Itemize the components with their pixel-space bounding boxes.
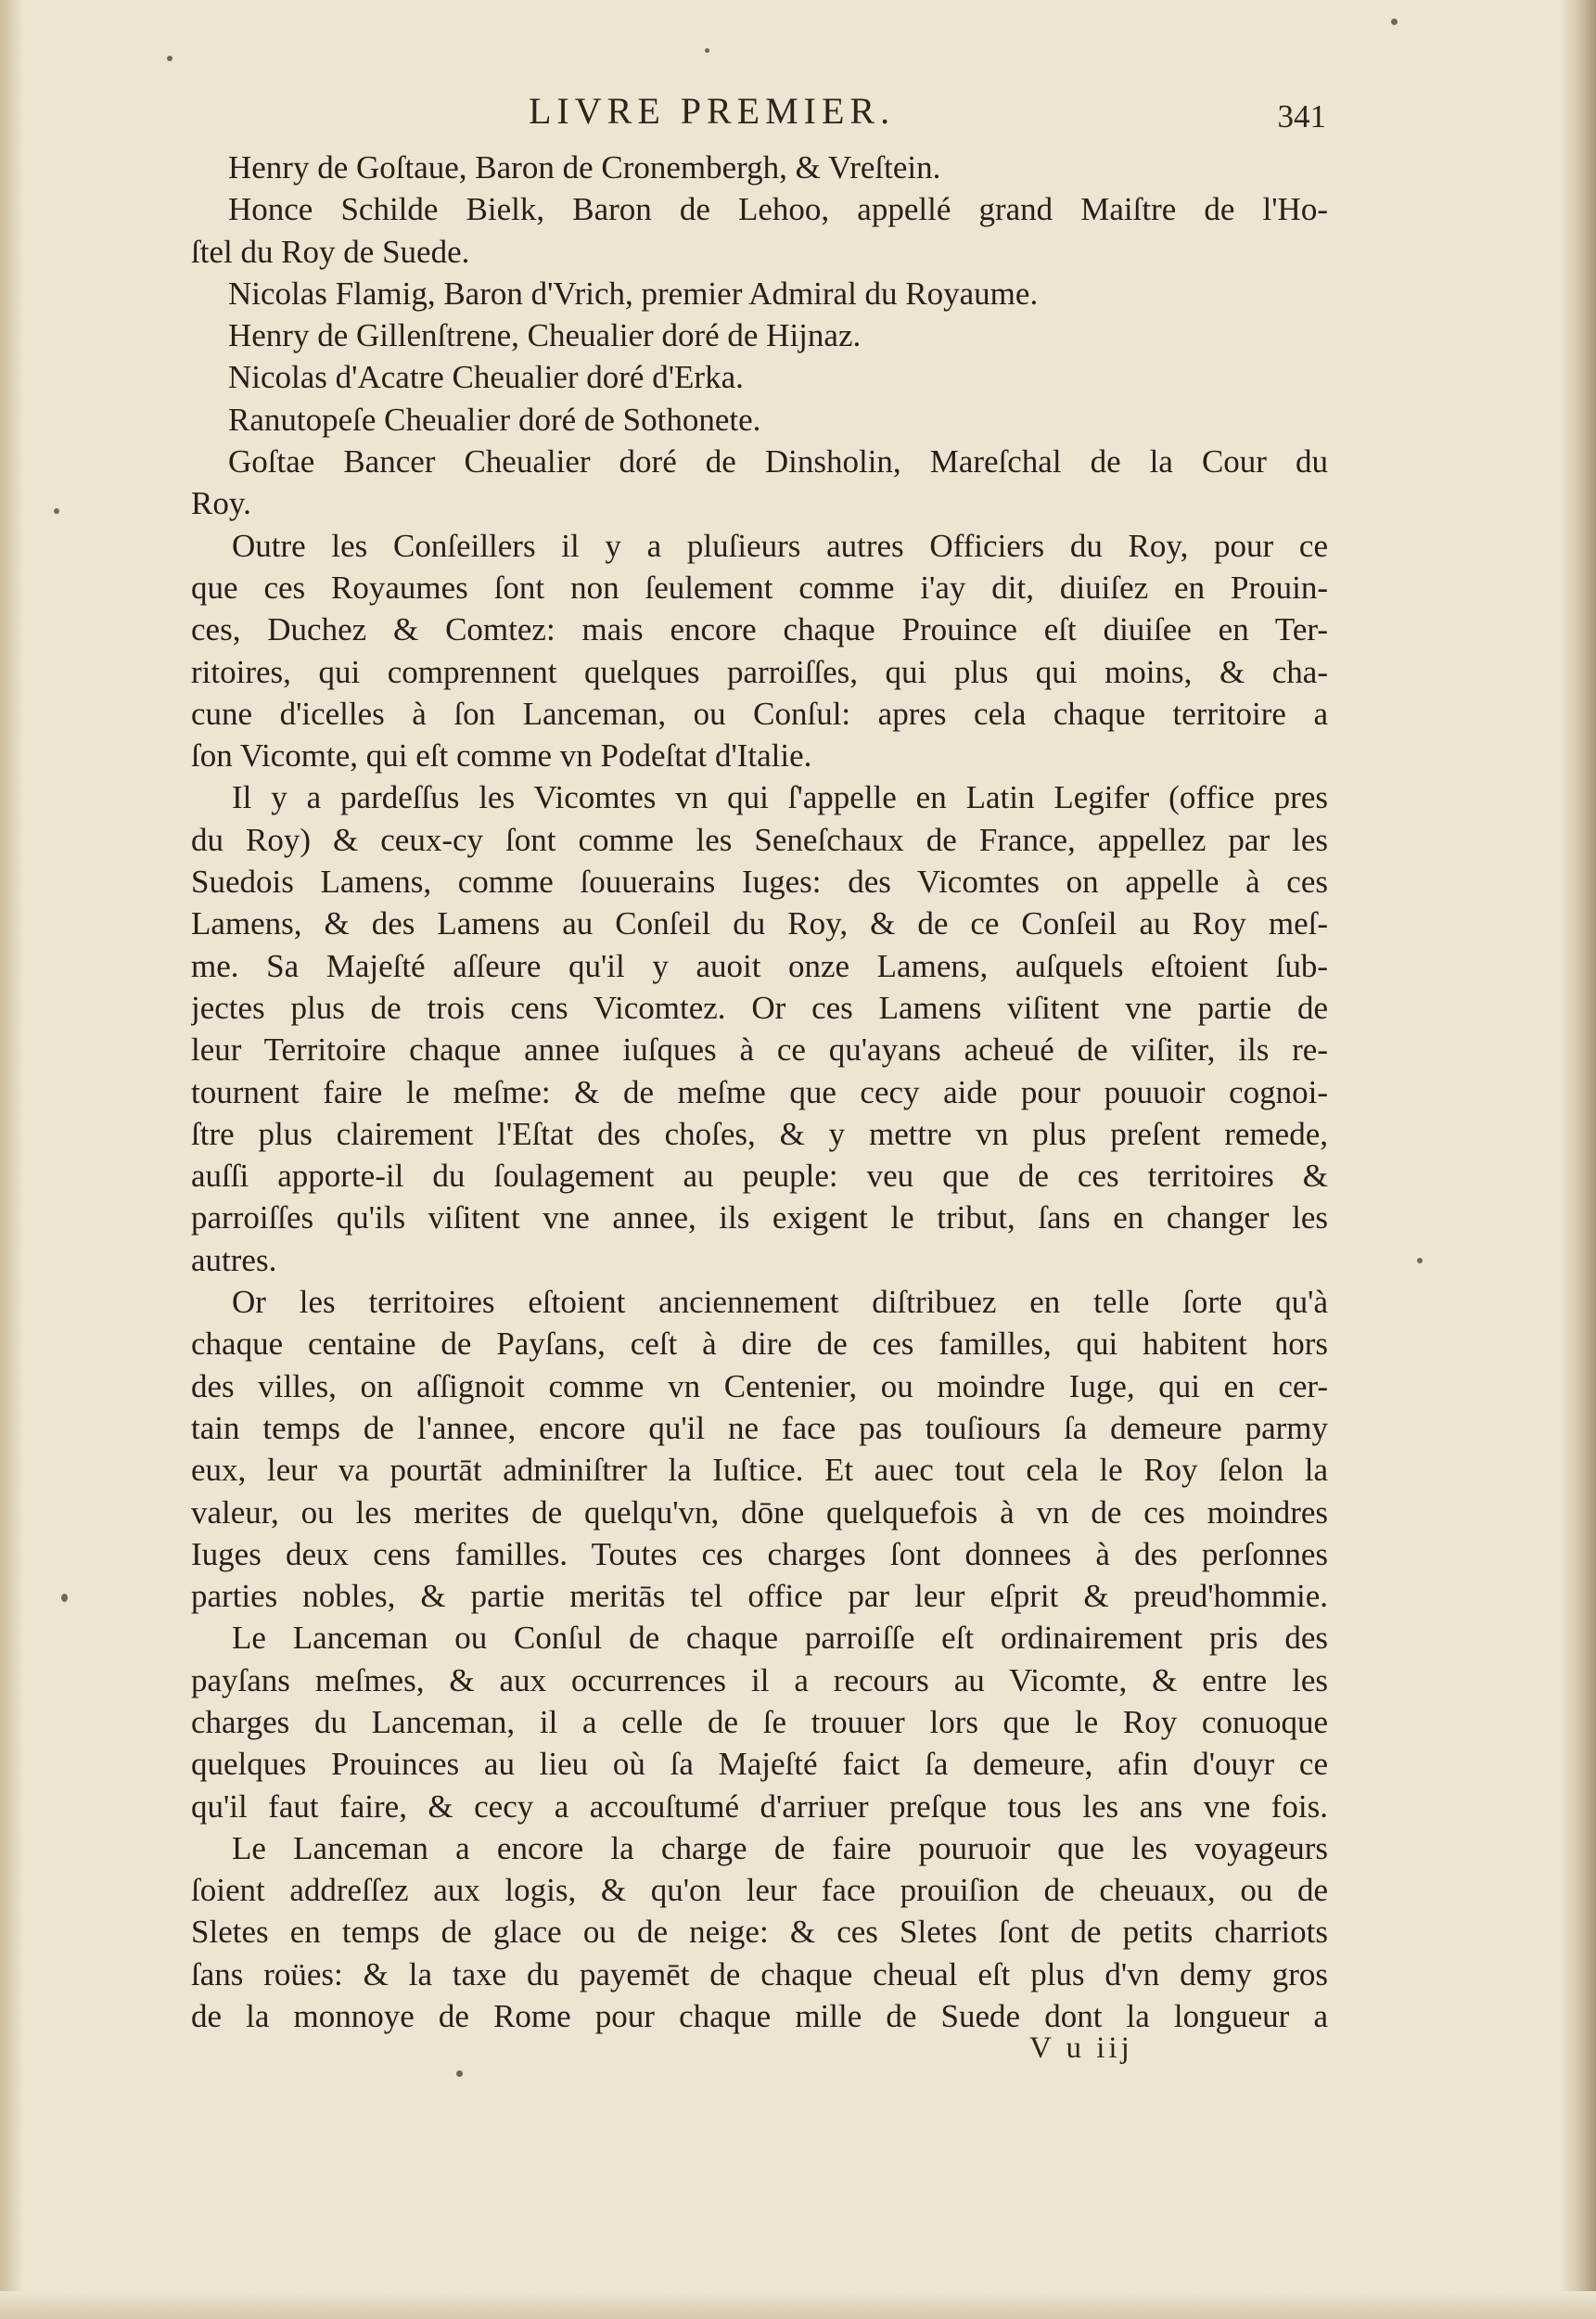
ink-speck — [705, 48, 709, 53]
page-edge-bottom — [0, 2291, 1596, 2319]
text-line: parroiſſes qu'ils viſitent vne annee, ils exigent le tribut, ſans en changer les — [191, 1199, 1328, 1236]
text-line: Iuges deux cens familles. Toutes ces charges ſont donnees à des perſonnes — [191, 1535, 1328, 1572]
ink-speck — [1417, 1258, 1423, 1263]
text-line: Il y a pardeſſus les Vicomtes vn qui ſ'appelle en Latin Legifer (office pres — [232, 779, 1328, 816]
ink-speck — [167, 56, 172, 61]
text-line: Le Lanceman a encore la charge de faire pouruoir que les voyageurs — [232, 1829, 1328, 1866]
text-line: ſtre plus clairement l'Eſtat des choſes, & y mettre vn plus preſent remede, — [191, 1115, 1328, 1152]
text-line: que ces Royaumes ſont non ſeulement comme i'ay dit, diuiſez en Prouin- — [191, 569, 1328, 606]
folio-number: 341 — [1277, 98, 1326, 135]
ink-speck — [61, 1594, 68, 1602]
text-line: Nicolas d'Acatre Cheualier doré d'Erka. — [228, 359, 744, 396]
page-edge-right — [1559, 0, 1596, 2319]
text-line: payſans meſmes, & aux occurrences il a recours au Vicomte, & entre les — [191, 1661, 1328, 1698]
running-title: LIVRE PREMIER. — [529, 90, 896, 132]
text-line: ſtel du Roy de Suede. — [191, 233, 470, 270]
text-line: tournent faire le meſme: & de meſme que cecy aide pour pouuoir cognoi- — [191, 1073, 1328, 1110]
text-line: eux, leur va pourtāt adminiſtrer la Iuſtice. Et auec tout cela le Roy ſelon la — [191, 1452, 1328, 1489]
text-line: Roy. — [191, 485, 251, 522]
page-header — [185, 85, 1326, 143]
text-line: de la monnoye de Rome pour chaque mille de Suede dont la longueur a — [191, 1998, 1328, 2035]
text-line: Le Lanceman ou Conſul de chaque parroiſſe eſt ordinairement pris des — [232, 1620, 1328, 1657]
text-line: cune d'icelles à ſon Lanceman, ou Conſul: apres cela chaque territoire a — [191, 695, 1328, 732]
text-line: parties nobles, & partie meritās tel office par leur eſprit & preud'hommie. — [191, 1578, 1328, 1615]
text-line: leur Territoire chaque annee iuſques à ce qu'ayans acheué de viſiter, ils re- — [191, 1031, 1328, 1069]
text-line: ſans roües: & la taxe du payemēt de chaque cheual eſt plus d'vn demy gros — [191, 1955, 1328, 1992]
text-line: Sletes en temps de glace ou de neige: & ces Sletes ſont de petits charriots — [191, 1914, 1328, 1951]
text-line: me. Sa Majeſté aſſeure qu'il y auoit onze Lamens, auſquels eſtoient ſub- — [191, 947, 1328, 984]
text-line: autres. — [191, 1241, 277, 1278]
text-line: Honce Schilde Bielk, Baron de Lehoo, appellé grand Maiſtre de l'Ho- — [228, 191, 1328, 228]
text-line: charges du Lanceman, il a celle de ſe trouuer lors que le Roy conuoque — [191, 1703, 1328, 1740]
text-line: tain temps de l'annee, encore qu'il ne face pas touſiours ſa demeure parmy — [191, 1409, 1328, 1446]
text-line: du Roy) & ceux-cy ſont comme les Seneſchaux de France, appellez par les — [191, 821, 1328, 858]
ink-speck — [1391, 19, 1398, 25]
ink-speck — [456, 2070, 463, 2077]
text-line: Or les territoires eſtoient anciennement diſtribuez en telle ſorte qu'à — [232, 1284, 1328, 1321]
signature-mark: V u iij — [1029, 2031, 1133, 2065]
text-line: Henry de Goſtaue, Baron de Cronembergh, & Vreſtein. — [228, 149, 941, 186]
text-line: ſoient addreſſez aux logis, & qu'on leur face prouiſion de cheuaux, ou de — [191, 1872, 1328, 1909]
text-line: ces, Duchez & Comtez: mais encore chaque Prouince eſt diuiſee en Ter- — [191, 611, 1328, 648]
text-line: qu'il faut faire, & cecy a accouſtumé d'arriuer preſque tous les ans vne fois. — [191, 1787, 1328, 1825]
text-line: des villes, on aſſignoit comme vn Centenier, ou moindre Iuge, qui en cer- — [191, 1367, 1328, 1404]
text-line: ritoires, qui comprennent quelques parroiſſes, qui plus qui moins, & cha- — [191, 653, 1328, 690]
text-line: Henry de Gillenſtrene, Cheualier doré de Hijnaz. — [228, 317, 862, 354]
text-line: quelques Prouinces au lieu où ſa Majeſté faict ſa demeure, afin d'ouyr ce — [191, 1746, 1328, 1783]
text-line: jectes plus de trois cens Vicomtez. Or ces Lamens viſitent vne partie de — [191, 989, 1328, 1026]
text-line: auſſi apporte-il du ſoulagement au peuple: veu que de ces territoires & — [191, 1158, 1328, 1195]
page-edge-left — [0, 0, 24, 2319]
text-line: chaque centaine de Payſans, ceſt à dire de ces familles, qui habitent hors — [191, 1326, 1328, 1363]
body-text — [191, 147, 1328, 2037]
text-line: Nicolas Flamig, Baron d'Vrich, premier Admiral du Royaume. — [228, 275, 1039, 312]
text-line: Ranutopeſe Cheualier doré de Sothonete. — [228, 401, 761, 438]
text-line: Goſtae Bancer Cheualier doré de Dinsholin, Mareſchal de la Cour du — [228, 443, 1328, 480]
ink-speck — [54, 508, 59, 514]
text-line: Suedois Lamens, comme ſouuerains Iuges: des Vicomtes on appelle à ces — [191, 864, 1328, 901]
text-line: valeur, ou les merites de quelqu'vn, dōne quelquefois à vn de ces moindres — [191, 1493, 1328, 1531]
text-line: ſon Vicomte, qui eſt comme vn Podeſtat d'Italie. — [191, 737, 812, 775]
text-line: Lamens, & des Lamens au Conſeil du Roy, & de ce Conſeil au Roy meſ- — [191, 905, 1328, 942]
text-line: Outre les Conſeillers il y a pluſieurs autres Officiers du Roy, pour ce — [232, 527, 1328, 564]
